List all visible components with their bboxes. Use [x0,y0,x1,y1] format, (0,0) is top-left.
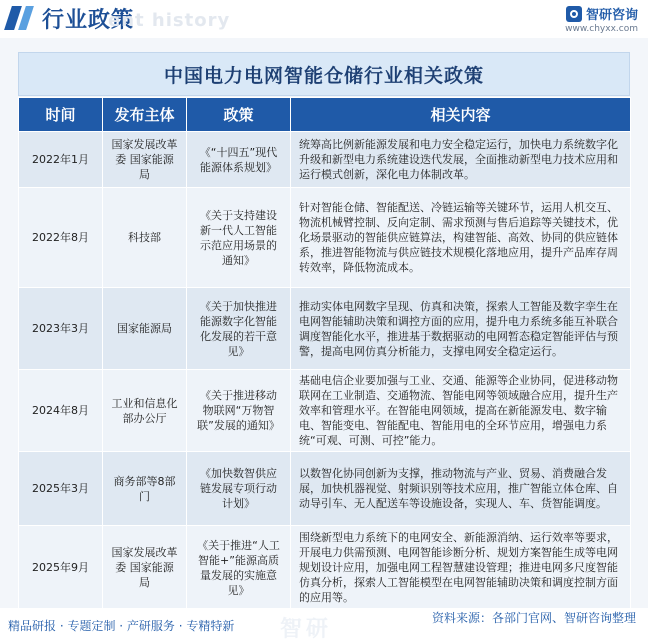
header-watermark: ent history [108,10,231,31]
column-header-content: 相关内容 [291,98,631,132]
table-row [19,526,631,610]
cell-time: 2025年3月 [19,452,103,526]
column-header-time: 时间 [19,98,103,132]
cell-issuer: 国家能源局 [103,288,187,370]
brand-block [565,4,638,34]
cell-time: 2022年1月 [19,132,103,188]
cell-time: 2025年9月 [19,526,103,610]
table-row [19,132,631,188]
cell-policy: 《关于加快推进能源数字化智能化发展的若干意见》 [187,288,291,370]
cell-issuer: 国家发展改革委 国家能源局 [103,132,187,188]
cell-content: 推动实体电网数字呈现、仿真和决策，探索人工智能及数字孪生在电网智能辅助决策和调控方面的应用，提升电力系统多能互补联合调度智能化水平，推进基于数据驱动的电网暂态稳定智能评估与预警，提高电网仿真分析能力，支撑电网安全稳定运行。 [291,288,631,370]
table-row [19,288,631,370]
policy-table [18,97,631,610]
cell-issuer: 工业和信息化部办公厅 [103,370,187,452]
cell-policy: 《关于推进“人工智能+”能源高质量发展的实施意见》 [187,526,291,610]
page-footer [0,608,648,642]
cell-time: 2024年8月 [19,370,103,452]
cell-issuer: 科技部 [103,188,187,288]
cell-policy: 《“十四五”现代能源体系规划》 [187,132,291,188]
cell-content: 针对智能仓储、智能配送、冷链运输等关键环节，运用人机交互、物流机械臂控制、反向定制、需求预测与售后追踪等关键技术，优化场景驱动的智能供应链算法，构建智能、高效、协同的供应链体系，推进智能物流与供应链技术规模化落地应用，提升产品库存周转效率，降低物流成本。 [291,188,631,288]
table-row [19,370,631,452]
cell-policy: 《关于支持建设新一代人工智能示范应用场景的通知》 [187,188,291,288]
footer-watermark: 智研 [280,617,333,642]
footer-tagline: 精品研报 · 专题定制 · 产研服务 · 专精特新 [8,619,235,633]
column-header-policy: 政策 [187,98,291,132]
cell-content: 以数智化协同创新为支撑，推动物流与产业、贸易、消费融合发展，加快机器视觉、射频识别等技术应用，推广智能立体仓库、自动导引车、无人配送车等设施设备，实现人、车、货智能调度。 [291,452,631,526]
table-row [19,452,631,526]
cell-content: 基础电信企业要加强与工业、交通、能源等企业协同，促进移动物联网在工业制造、交通物流、智能电网等领域融合应用，提升生产效率和管理水平。在智能电网领域，提高在新能源发电、数字输电、智能变电、智能配电、智能用电的全环节应用，增强电力系统“可观、可测、可控”能力。 [291,370,631,452]
cell-policy: 《加快数智供应链发展专项行动计划》 [187,452,291,526]
brand-url: www.chyxx.com [565,24,638,34]
cell-issuer: 商务部等8部门 [103,452,187,526]
cell-content: 围绕新型电力系统下的电网安全、新能源消纳、运行效率等要求，开展电力供需预测、电网智能诊断分析、规划方案智能生成等电网规划设计应用，加强电网工程智慧建设管理；推进电网多尺度智能仿真分析，探索人工智能模型在电网智能辅助决策和调度控制方面的应用等。 [291,526,631,610]
document-title: 中国电力电网智能仓储行业相关政策 [163,64,484,87]
cell-time: 2022年8月 [19,188,103,288]
table-row [19,188,631,288]
cell-policy: 《关于推进移动物联网“万物智联”发展的通知》 [187,370,291,452]
cell-issuer: 国家发展改革委 国家能源局 [103,526,187,610]
document-title-bar [18,52,630,96]
cell-time: 2023年3月 [19,288,103,370]
cell-content: 统筹高比例新能源发展和电力安全稳定运行，加快电力系统数字化升级和新型电力系统建设迭代发展，全面推动新型电力技术应用和运行模式创新，深化电力体制改革。 [291,132,631,188]
table-header-row [19,98,631,132]
page-header [0,0,648,38]
source-note: 资料来源：各部门官网、智研咨询整理 [431,611,636,625]
column-header-issuer: 发布主体 [103,98,187,132]
brand-logo-icon [566,6,582,22]
section-title: 行业政策 [42,8,135,33]
brand-name: 智研咨询 [585,8,638,23]
